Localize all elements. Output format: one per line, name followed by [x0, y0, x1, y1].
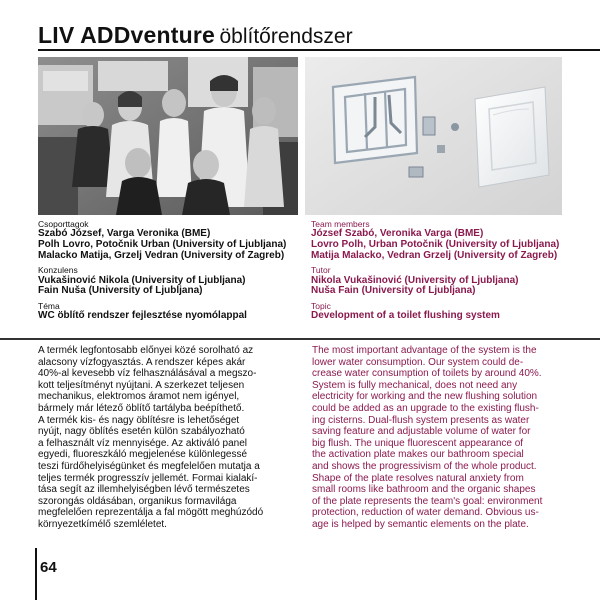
tutor-label: Konzulens	[38, 265, 78, 276]
topic-value: Development of a toilet flushing system	[311, 310, 500, 322]
topic-value: WC öblítő rendszer fejlesztése nyomólappal	[38, 310, 247, 322]
product-photo	[305, 57, 562, 215]
topic-label: Téma	[38, 300, 60, 311]
topic-label: Topic	[311, 300, 331, 311]
body-line: and shows the progressivism of the whole product.	[312, 460, 537, 472]
project-title: LIV ADDventure	[38, 22, 216, 48]
body-line: protection, reduction of water demand. Obvious us-	[312, 507, 539, 519]
group-line: Matija Malacko, Vedran Grzelj (University of Zagreb)	[311, 249, 558, 261]
group-line: Polh Lovro, Potočnik Urban (University of Ljubljana)	[38, 239, 287, 250]
body-line: szorongás oldásában, organikus formavilága	[38, 495, 237, 507]
body-line: The most important advantage of the system is the	[312, 345, 537, 356]
body-line: a felhasznált víz mennyisége. Az aktiváló panel	[38, 437, 248, 449]
body-line: teszi fürdőhelyiségünket és megfelelően mutatja a	[38, 460, 260, 472]
body-line: kott teljesítményt nyújtani. A szerkezet teljesen	[38, 379, 245, 391]
project-subtitle: öblítőrendszer	[219, 25, 353, 48]
body-line: System is fully mechanical, does not need any	[312, 379, 518, 391]
body-line: small rooms like bathroom and the organic shapes	[312, 484, 536, 496]
body-line: lower water consumption. Our system could de-	[312, 356, 524, 368]
tutor-line: Vukašinović Nikola (University of Ljubljana)	[38, 274, 246, 286]
page-number: 64	[40, 559, 57, 576]
page-header	[38, 22, 598, 52]
body-line: nyújt, nagy öblítés esetén külön szabályozható	[38, 426, 245, 438]
body-line: ing cisterns. Dual-flush system presents as water	[312, 414, 530, 426]
body-line: Shape of the plate resolves natural anxiety from	[312, 472, 524, 484]
body-line: tása segít az illemhelyiségben lévő természetes	[38, 484, 250, 496]
body-line: big flush. The unique fluorescent appearance of	[312, 437, 524, 449]
team-photo	[38, 57, 298, 215]
tutor-label: Tutor	[311, 265, 331, 276]
body-line: alacsony vízfogyasztás. A rendszer képes akár	[38, 356, 246, 368]
hungarian-description	[38, 345, 300, 531]
body-line: of the plate represents the team's goal: environment	[312, 495, 543, 507]
body-line: could be added as an upgrade to the existing flush-	[312, 402, 539, 414]
tutor-line: Fain Nuša (University of Ljubljana)	[38, 285, 203, 297]
group-line: Lovro Polh, Urban Potočnik (University of Ljubljana)	[311, 239, 560, 250]
hungarian-credits	[38, 219, 303, 322]
group-line: Malacko Matija, Grzelj Vedran (University of Zagreb)	[38, 249, 285, 261]
body-line: electricity for working and the new flushing solution	[312, 391, 538, 403]
tutor-line: Nikola Vukašinović (University of Ljubljana)	[311, 274, 519, 286]
group-line: Szabó József, Varga Veronika (BME)	[38, 228, 211, 240]
group-label: Csoporttagok	[38, 219, 89, 229]
body-line: A termék kis- és nagy öblítésre is lehetőséget	[38, 414, 240, 426]
body-line: A termék legfontosabb előnyei közé sorolható az	[38, 345, 254, 356]
group-line: József Szabó, Veronika Varga (BME)	[311, 228, 484, 240]
tutor-line: Nuša Fain (University of Ljubljana)	[311, 285, 476, 297]
english-credits	[311, 219, 571, 322]
body-line: teljes termék progresszív jellemét. Formai kialakí-	[38, 472, 258, 484]
body-line: mechanikus, elektromos áramot nem igényel,	[38, 391, 240, 403]
group-label: Team members	[311, 219, 370, 229]
body-line: crease water consumption of toilets by around 40%.	[312, 368, 542, 380]
body-line: the activation plate makes our bathroom special	[312, 449, 524, 461]
body-line: saving feature and adjustable volume of water for	[312, 426, 531, 438]
body-line: bármely már létező öblítő tartályba beépíthető.	[38, 402, 245, 414]
page-number-rule	[35, 548, 37, 600]
header-rule	[38, 49, 600, 51]
body-line: megfelelően reprezentálja a fal mögött meghúzódó	[38, 507, 264, 519]
body-line: egyedi, fluoreszkáló megjelenése különlegessé	[38, 449, 248, 461]
section-divider	[0, 338, 600, 340]
body-line: környezetkímélő szemléletet.	[38, 518, 167, 530]
body-line: age is helped by semantic elements on the plate.	[312, 518, 529, 530]
english-description	[312, 345, 562, 531]
body-line: 40%-al kevesebb víz felhasználásával a megszo-	[38, 368, 257, 380]
